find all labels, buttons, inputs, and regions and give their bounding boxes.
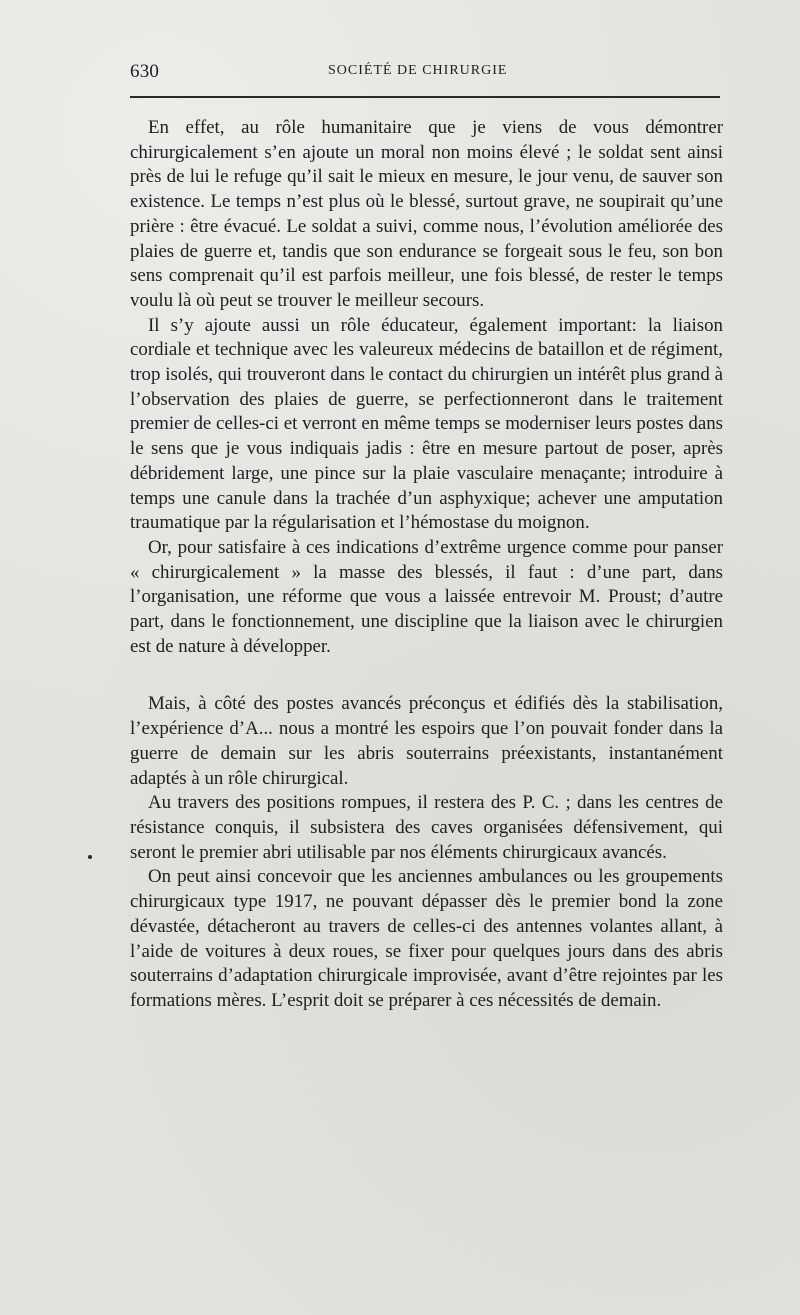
page-header — [130, 55, 720, 85]
paragraph: On peut ainsi concevoir que les anciennes ambulances ou les groupements chirurgicaux type 1917, ne pouvant dépasser dès le premier bond la zone dévastée, détacheront au travers de celles-ci des antennes volantes allant, à l’aide de voitures à deux roues, se fixer pour quelques jours dans des abris souterrains d’adaptation chirurgicale improvisée, avant d’être rejointes par les formations mères. L’esprit doit se préparer à ces nécessités de demain. — [130, 866, 723, 1011]
header-rule — [130, 96, 720, 98]
print-speck — [88, 855, 92, 859]
paragraph: Il s’y ajoute aussi un rôle éducateur, également important: la liaison cordiale et technique avec les valeureux médecins de bataillon et de régiment, trop isolés, qui trouveront dans le contact du chirurgien un intérêt plus grand à l’observation des plaies de guerre, se perfectionneront dans le traitement premier de celles-ci et verront en même temps se moderniser leurs postes dans le sens que je vous indiquais jadis : être en mesure partout de poser, après débridement large, une pince sur la plaie vasculaire menaçante; introduire à temps une canule dans la trachée d’un asphyxique; achever une amputation traumatique par la régularisation et l’hémostase du moignon. — [130, 314, 723, 534]
running-head: SOCIÉTÉ DE CHIRURGIE — [328, 63, 508, 78]
paragraph: En effet, au rôle humanitaire que je viens de vous démontrer chirurgicalement s’en ajoute un moral non moins élevé ; le soldat sent ainsi près de lui le refuge qu’il sait le mieux en mesure, le jour venu, de sauver son existence. Le temps n’est plus où le blessé, surtout grave, ne soupirait qu’une prière : être évacué. Le soldat a suivi, comme nous, l’évolution améliorée des plaies de guerre et, tandis que son endurance se forgeait sous le feu, son bon sens comprenait qu’il est parfois meilleur, une fois blessé, de rester le temps voulu là où peut se trouver le meilleur secours. — [130, 117, 723, 311]
section-gap — [130, 659, 723, 692]
body-text — [130, 116, 723, 1014]
paragraph: Or, pour satisfaire à ces indications d’extrême urgence comme pour panser « chirurgicalement » la masse des blessés, il faut : d’une part, dans l’organisation, une réforme que vous a laissée entrevoir M. Proust; d’autre part, dans le fonctionnement, une discipline que la liaison avec le chirurgien est de nature à développer. — [130, 536, 723, 657]
page-number: 630 — [130, 61, 160, 82]
paragraph: Au travers des positions rompues, il restera des P. C. ; dans les centres de résistance conquis, il subsistera des caves organisées défensivement, qui seront le premier abri utilisable par nos éléments chirurgicaux avancés. — [130, 792, 723, 863]
paragraph: Mais, à côté des postes avancés préconçus et édifiés dès la stabilisation, l’expérience d’A... nous a montré les espoirs que l’on pouvait fonder dans la guerre de demain sur les abris souterrains préexistants, instantanément adaptés à un rôle chirurgical. — [130, 693, 723, 789]
